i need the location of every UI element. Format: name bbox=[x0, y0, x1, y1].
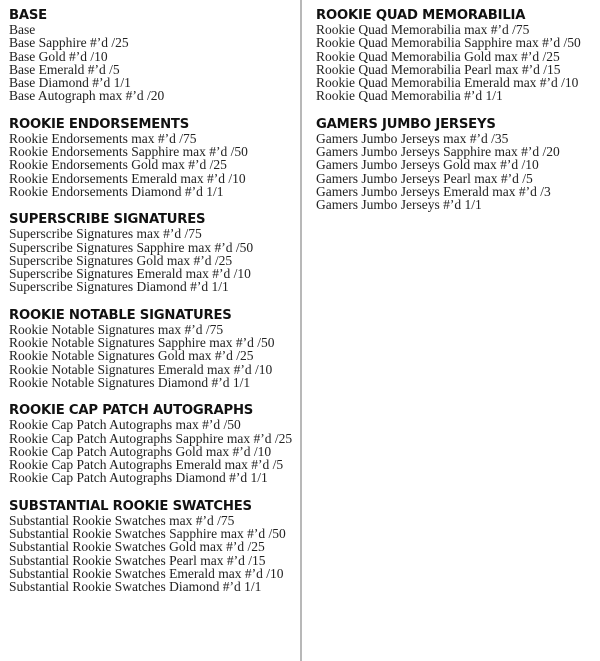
list-item: Rookie Endorsements Gold max #’d /25 bbox=[9, 157, 227, 173]
list-item: Substantial Rookie Swatches Diamond #’d 1/1 bbox=[9, 579, 262, 595]
list-item: Gamers Jumbo Jerseys Emerald max #’d /3 bbox=[316, 183, 551, 199]
list-item: Rookie Quad Memorabilia #’d 1/1 bbox=[316, 88, 503, 104]
list-item: Rookie Cap Patch Autographs max #’d /50 bbox=[9, 417, 241, 433]
list-item: Rookie Cap Patch Autographs Emerald max #’d /5 bbox=[9, 457, 284, 473]
parallel-list bbox=[9, 323, 294, 389]
list-item: Rookie Quad Memorabilia Emerald max #’d /10 bbox=[316, 75, 579, 91]
list-item: Superscribe Signatures Diamond #’d 1/1 bbox=[9, 279, 229, 295]
list-item: Superscribe Signatures Sapphire max #’d /50 bbox=[9, 239, 254, 255]
list-item: Base Emerald #’d /5 bbox=[9, 61, 120, 77]
list-item: Rookie Quad Memorabilia Pearl max #’d /15 bbox=[316, 61, 561, 77]
list-item: Base Autograph max #’d /20 bbox=[9, 88, 165, 104]
parallel-list bbox=[316, 23, 596, 103]
section-superscribe-signatures bbox=[9, 212, 294, 293]
list-item: Gamers Jumbo Jerseys Gold max #’d /10 bbox=[316, 157, 539, 173]
section-heading: GAMERS JUMBO JERSEYS bbox=[316, 116, 496, 132]
list-item: Rookie Endorsements max #’d /75 bbox=[9, 130, 197, 146]
section-heading: ROOKIE CAP PATCH AUTOGRAPHS bbox=[9, 403, 254, 419]
list-item: Substantial Rookie Swatches Sapphire max #’d /50 bbox=[9, 526, 286, 542]
left-column bbox=[9, 8, 294, 608]
list-item: Rookie Quad Memorabilia Gold max #’d /25 bbox=[316, 48, 560, 64]
list-item: Substantial Rookie Swatches Gold max #’d /25 bbox=[9, 539, 265, 555]
section-heading: ROOKIE ENDORSEMENTS bbox=[9, 116, 190, 132]
list-item: Base bbox=[9, 22, 36, 37]
list-item: Base Gold #’d /10 bbox=[9, 48, 108, 64]
list-item: Rookie Cap Patch Autographs Sapphire max #’d /25 bbox=[9, 430, 293, 446]
parallel-list bbox=[9, 227, 294, 293]
list-item: Gamers Jumbo Jerseys max #’d /35 bbox=[316, 130, 509, 146]
list-item: Substantial Rookie Swatches Pearl max #’d /15 bbox=[9, 552, 266, 568]
section-heading: ROOKIE NOTABLE SIGNATURES bbox=[9, 307, 232, 323]
section-rookie-cap-patch-autographs bbox=[9, 403, 294, 484]
section-gamers-jumbo-jerseys bbox=[316, 117, 596, 212]
right-column bbox=[316, 8, 596, 226]
list-item: Rookie Notable Signatures max #’d /75 bbox=[9, 321, 224, 337]
list-item: Gamers Jumbo Jerseys Sapphire max #’d /20 bbox=[316, 144, 560, 160]
parallel-list bbox=[9, 23, 294, 103]
parallel-list bbox=[9, 418, 294, 484]
section-rookie-notable-signatures bbox=[9, 308, 294, 389]
list-item: Gamers Jumbo Jerseys #’d 1/1 bbox=[316, 197, 482, 213]
parallel-list bbox=[9, 514, 294, 594]
list-item: Base Diamond #’d 1/1 bbox=[9, 75, 131, 91]
list-item: Substantial Rookie Swatches Emerald max #’d /10 bbox=[9, 565, 284, 581]
section-rookie-endorsements bbox=[9, 117, 294, 198]
section-rookie-quad-memorabilia bbox=[316, 8, 596, 103]
list-item: Rookie Quad Memorabilia Sapphire max #’d /50 bbox=[316, 35, 581, 51]
section-heading: ROOKIE QUAD MEMORABILIA bbox=[316, 8, 526, 23]
list-item: Rookie Endorsements Sapphire max #’d /50 bbox=[9, 144, 248, 160]
section-base bbox=[9, 8, 294, 103]
list-item: Rookie Notable Signatures Diamond #’d 1/1 bbox=[9, 374, 251, 390]
list-item: Rookie Cap Patch Autographs Gold max #’d /10 bbox=[9, 443, 272, 459]
list-item: Rookie Endorsements Emerald max #’d /10 bbox=[9, 170, 246, 186]
list-item: Rookie Notable Signatures Emerald max #’d /10 bbox=[9, 361, 273, 377]
list-item: Gamers Jumbo Jerseys Pearl max #’d /5 bbox=[316, 170, 533, 186]
list-item: Rookie Notable Signatures Sapphire max #’d /50 bbox=[9, 335, 275, 351]
list-item: Rookie Cap Patch Autographs Diamond #’d 1/1 bbox=[9, 470, 268, 486]
list-item: Rookie Notable Signatures Gold max #’d /25 bbox=[9, 348, 254, 364]
section-substantial-rookie-swatches bbox=[9, 499, 294, 594]
parallel-list bbox=[316, 132, 596, 212]
list-item: Rookie Endorsements Diamond #’d 1/1 bbox=[9, 183, 224, 199]
parallel-list bbox=[9, 132, 294, 198]
list-item: Superscribe Signatures max #’d /75 bbox=[9, 226, 202, 242]
section-heading: BASE bbox=[9, 8, 47, 23]
list-item: Superscribe Signatures Emerald max #’d /10 bbox=[9, 266, 251, 282]
list-item: Substantial Rookie Swatches max #’d /75 bbox=[9, 512, 235, 528]
list-item: Superscribe Signatures Gold max #’d /25 bbox=[9, 252, 233, 268]
list-item: Base Sapphire #’d /25 bbox=[9, 35, 129, 51]
section-heading: SUPERSCRIBE SIGNATURES bbox=[9, 212, 206, 228]
list-item: Rookie Quad Memorabilia max #’d /75 bbox=[316, 22, 530, 37]
section-heading: SUBSTANTIAL ROOKIE SWATCHES bbox=[9, 498, 252, 514]
column-divider bbox=[300, 0, 302, 661]
